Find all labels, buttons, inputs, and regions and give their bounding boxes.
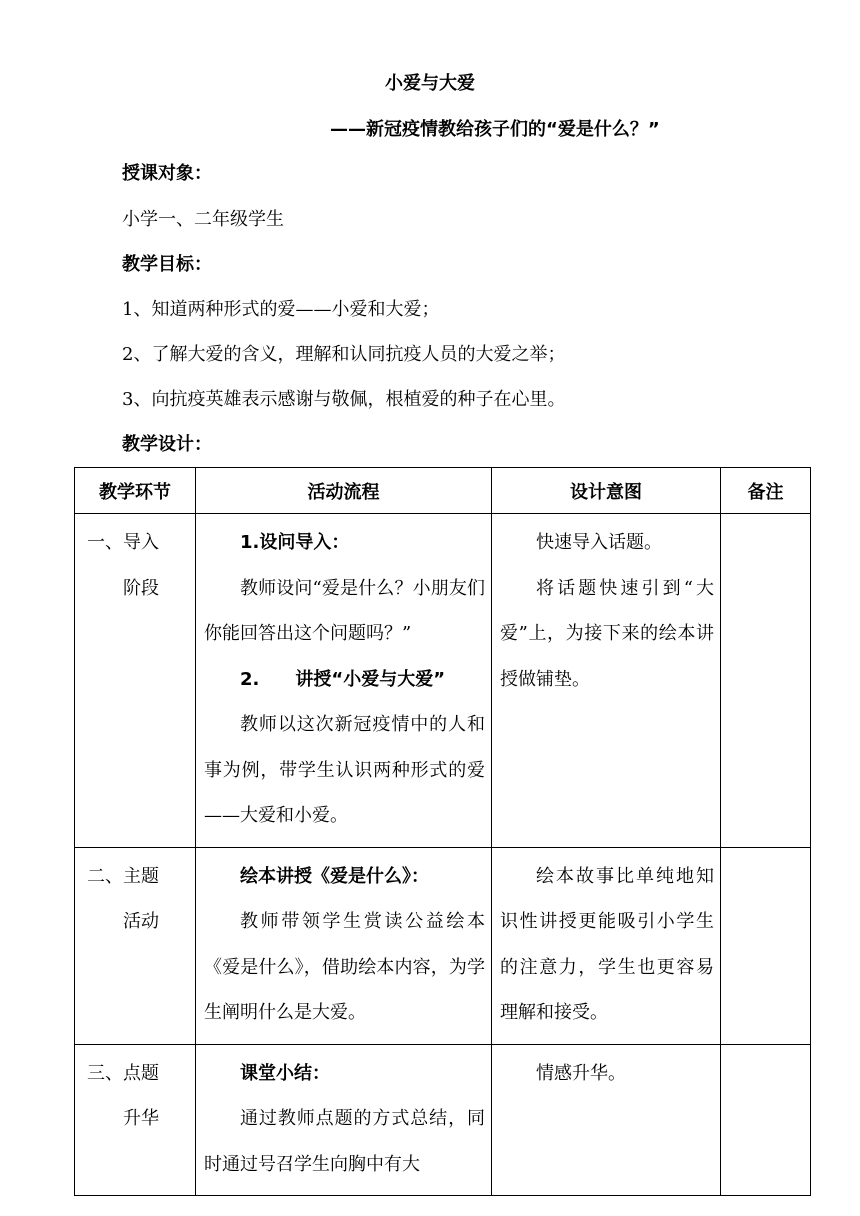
intent-cell: [492, 1044, 721, 1196]
activity-cell: [196, 514, 492, 848]
design-heading: 教学设计：: [122, 434, 212, 455]
goals-heading: 教学目标：: [122, 254, 212, 275]
note-cell: [721, 1044, 811, 1196]
document-subtitle: ——新冠疫情教给孩子们的“爱是什么？”: [330, 119, 660, 140]
intent-text: 快速导入话题。: [536, 532, 662, 553]
audience-heading: 授课对象：: [122, 163, 212, 184]
activity-heading: 2. 讲授“小爱与大爱”: [240, 668, 446, 690]
stage-label-line1: 三、点题: [87, 1062, 159, 1084]
stage-cell: [75, 1044, 196, 1196]
audience-text: 小学一、二年级学生: [122, 209, 284, 230]
activity-cell: [196, 1044, 492, 1196]
activity-heading: 绘本讲授《爱是什么》：: [240, 865, 429, 887]
intent-cell: [492, 514, 721, 848]
activity-heading: 课堂小结：: [240, 1062, 330, 1084]
activity-heading: 1.设问导入：: [240, 532, 350, 553]
table-row: [75, 1044, 811, 1196]
intent-text: 情感升华。: [536, 1062, 626, 1084]
goal-item-2: 2、了解大爱的含义，理解和认同抗疫人员的大爱之举；: [122, 344, 566, 365]
stage-label-line1: 一、导入: [87, 532, 159, 553]
document-title: 小爱与大爱: [385, 73, 475, 94]
intent-text: 将话题快速引到“大爱”上，为接下来的绘本讲授做铺垫。: [500, 577, 714, 690]
stage-label-line2: 阶段: [123, 577, 159, 599]
intent-cell: [492, 847, 721, 1044]
lesson-plan-table: [74, 467, 811, 1196]
note-cell: [721, 847, 811, 1044]
stage-label-line1: 二、主题: [87, 865, 159, 887]
header-intent: 设计意图: [492, 468, 721, 514]
header-note: 备注: [721, 468, 811, 514]
header-activity: 活动流程: [196, 468, 492, 514]
activity-text: 教师以这次新冠疫情中的人和事为例，带学生认识两种形式的爱——大爱和小爱。: [204, 714, 485, 826]
activity-text: 通过教师点题的方式总结，同时通过号召学生向胸中有大: [204, 1108, 485, 1175]
stage-label-line2: 活动: [123, 911, 159, 932]
intent-text: 绘本故事比单纯地知识性讲授更能吸引小学生的注意力，学生也更容易理解和接受。: [500, 865, 714, 1023]
stage-label-line2: 升华: [123, 1108, 159, 1129]
activity-text: 教师带领学生赏读公益绘本《爱是什么》，借助绘本内容，为学生阐明什么是大爱。: [204, 911, 485, 1023]
note-cell: [721, 514, 811, 848]
note-text: [721, 514, 810, 528]
note-text: [721, 1045, 810, 1059]
activity-cell: [196, 847, 492, 1044]
goal-item-3: 3、向抗疫英雄表示感谢与敬佩，根植爱的种子在心里。: [122, 389, 566, 410]
table-header-row: [75, 468, 811, 514]
stage-cell: [75, 847, 196, 1044]
table-row: [75, 514, 811, 848]
table-row: [75, 847, 811, 1044]
header-stage: 教学环节: [75, 468, 196, 514]
note-text: [721, 848, 810, 862]
goal-item-1: 1、知道两种形式的爱——小爱和大爱；: [122, 299, 440, 320]
activity-text: 教师设问“爱是什么？小朋友们你能回答出这个问题吗？”: [204, 577, 485, 644]
stage-cell: [75, 514, 196, 848]
